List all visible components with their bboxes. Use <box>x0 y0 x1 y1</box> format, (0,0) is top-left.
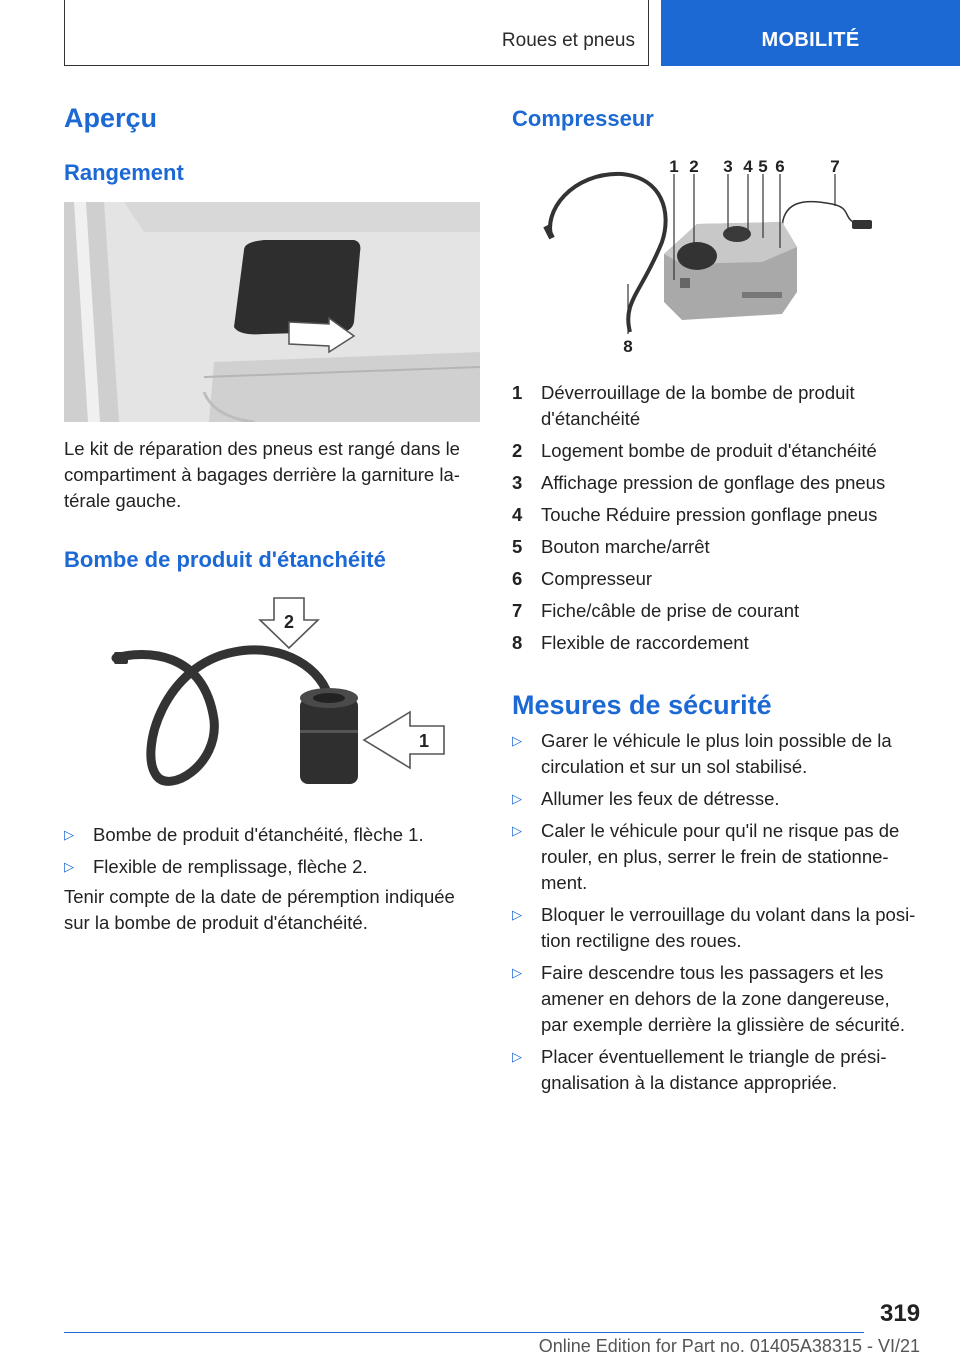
list-item: 5 Bouton marche/arrêt <box>512 536 710 557</box>
triangle-bullet-icon: ▷ <box>512 907 522 922</box>
compresseur-heading: Compresseur <box>512 106 654 131</box>
page-number: 319 <box>880 1300 921 1327</box>
arrow-1-icon <box>364 712 444 768</box>
triangle-bullet-icon: ▷ <box>512 823 522 838</box>
list-item: ▷ Caler le véhicule pour qu'il ne risque pas de rouler, en plus, serrer le frein de stationne‐ ment. <box>512 820 900 893</box>
list-item: 8 Flexible de raccordement <box>512 632 749 653</box>
callout-1: 1 <box>669 157 679 176</box>
rangement-text: Le kit de réparation des pneus est rangé dans le compartiment à bagages derrière la garniture la‐ térale gauche. <box>64 438 460 511</box>
callout-3: 3 <box>723 157 733 176</box>
list-item: ▷ Allumer les feux de détresse. <box>512 786 932 812</box>
triangle-bullet-icon: ▷ <box>64 827 74 842</box>
callout-7: 7 <box>830 157 840 176</box>
triangle-bullet-icon: ▷ <box>64 859 74 874</box>
triangle-bullet-icon: ▷ <box>512 733 522 748</box>
list-item: 6 Compresseur <box>512 568 653 589</box>
list-item: 4 Touche Réduire pression gonflage pneus <box>512 504 878 525</box>
triangle-bullet-icon: ▷ <box>512 791 522 806</box>
callout-2: 2 <box>689 157 699 176</box>
securite-list <box>512 728 932 1102</box>
footer-edition: Online Edition for Part no. 01405A38315 - VI/21 <box>538 1336 920 1356</box>
compressor-illustration <box>512 152 928 362</box>
list-item: ▷ Faire descendre tous les passagers et les amener en dehors de la zone dangereuse, par exemple derrière la glissière de sécurité. <box>512 962 906 1035</box>
bombe-list <box>64 822 480 886</box>
page-title: Aperçu <box>64 103 158 133</box>
callout-8: 8 <box>623 337 633 356</box>
header-section-title: Roues et pneus <box>501 30 635 51</box>
callout-5: 5 <box>758 157 768 176</box>
list-item: 1 Déverrouillage de la bombe de produit d'étanchéité <box>512 382 855 429</box>
triangle-bullet-icon: ▷ <box>512 1049 522 1064</box>
header-chapter-tab: MOBILITÉ <box>661 0 960 66</box>
securite-heading: Mesures de sécurité <box>512 690 772 720</box>
list-item: ▷ Bloquer le verrouillage du volant dans la posi‐ tion rectiligne des roues. <box>512 904 916 951</box>
callout-4: 4 <box>743 157 753 176</box>
sealant-bottle-illustration <box>64 590 480 810</box>
footer-divider <box>64 1332 864 1333</box>
list-item: 2 Logement bombe de produit d'étanchéité <box>512 440 877 461</box>
bombe-note: Tenir compte de la date de péremption indiquée sur la bombe de produit d'étanchéité. <box>64 886 455 933</box>
arrow-label-2: 2 <box>283 612 295 632</box>
list-item: ▷ Flexible de remplissage, flèche 2. <box>64 854 480 880</box>
rangement-heading: Rangement <box>64 160 184 185</box>
list-item: ▷ Bombe de produit d'étanchéité, flèche 1. <box>64 822 480 848</box>
trunk-storage-illustration <box>64 202 480 422</box>
list-item: ▷ Garer le véhicule le plus loin possible de la circulation et sur un sol stabilisé. <box>512 730 892 777</box>
list-item: 3 Affichage pression de gonflage des pneus <box>512 472 886 493</box>
arrow-2-icon <box>260 598 318 648</box>
compresseur-list <box>512 380 932 662</box>
bombe-heading: Bombe de produit d'étanchéité <box>64 547 386 572</box>
triangle-bullet-icon: ▷ <box>512 965 522 980</box>
list-item: 7 Fiche/câble de prise de courant <box>512 600 800 621</box>
callout-6: 6 <box>775 157 785 176</box>
arrow-label-1: 1 <box>418 731 430 751</box>
list-item: ▷ Placer éventuellement le triangle de prési‐ gnalisation à la distance appropriée. <box>512 1046 887 1093</box>
